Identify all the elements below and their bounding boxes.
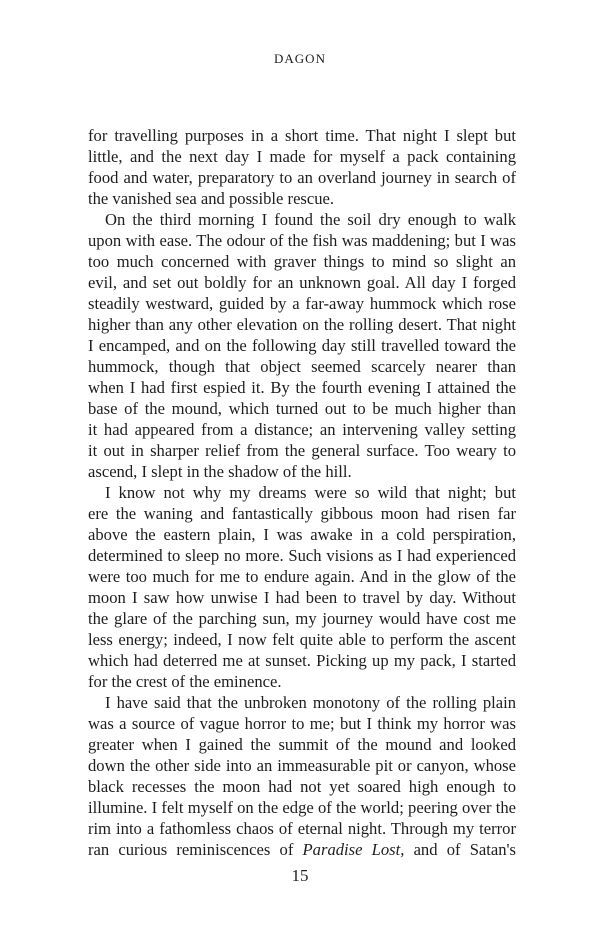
text-segment: ran curious reminiscences of (88, 840, 303, 859)
text-line: black recesses the moon had not yet soared high enough to (88, 777, 516, 796)
text-line: which had deterred me at sunset. Picking up my pack, I started (88, 651, 516, 670)
text-line: it had appeared from a distance; an intervening valley setting (88, 420, 516, 439)
text-line: less energy; indeed, I now felt quite able to perform the ascent (88, 630, 516, 649)
text-line: when I had first espied it. By the fourth evening I attained the (88, 378, 516, 397)
text-line: illumine. I felt myself on the edge of the world; peering over the (88, 798, 516, 817)
text-segment: and of Satan's (404, 840, 517, 859)
text-line: the glare of the parching sun, my journey would have cost me (88, 609, 516, 628)
text-line: greater when I gained the summit of the mound and looked (88, 735, 516, 754)
text-line: moon I saw how unwise I had been to travel by day. Without (88, 588, 516, 607)
text-line: little, and the next day I made for myself a pack containing (88, 147, 516, 166)
paragraph-3 (88, 482, 516, 692)
paragraph-2 (88, 209, 516, 482)
text-line: base of the mound, which turned out to be much higher than (88, 399, 516, 418)
text-line: I encamped, and on the following day still travelled toward the (88, 336, 516, 355)
text-line: upon with ease. The odour of the fish was maddening; but I was (88, 231, 516, 250)
text-line: hummock, though that object seemed scarcely nearer than (88, 357, 516, 376)
text-line: I know not why my dreams were so wild that night; but (105, 483, 516, 502)
text-line: higher than any other elevation on the rolling desert. That night (88, 315, 516, 334)
text-line: I have said that the unbroken monotony of the rolling plain (105, 693, 516, 712)
text-line: ere the waning and fantastically gibbous moon had risen far (88, 504, 516, 523)
text-line: were too much for me to endure again. And in the glow of the (88, 567, 516, 586)
text-line: was a source of vague horror to me; but I think my horror was (88, 714, 516, 733)
text-line: for the crest of the eminence. (88, 672, 282, 691)
paragraph-4 (88, 692, 516, 860)
text-line: rim into a fathomless chaos of eternal night. Through my terror (88, 819, 516, 838)
text-line: evil, and set out boldly for an unknown goal. All day I forged (88, 273, 516, 292)
text-line: ascend, I slept in the shadow of the hill. (88, 462, 352, 481)
text-line: it out in sharper relief from the general surface. Too weary to (88, 441, 516, 460)
text-line: food and water, preparatory to an overland journey in search of (88, 168, 516, 187)
paragraph-1 (88, 125, 516, 209)
page-number: 15 (291, 866, 309, 885)
text-line: down the other side into an immeasurable pit or canyon, whose (88, 756, 516, 775)
body-text (88, 125, 516, 860)
text-line: On the third morning I found the soil dry enough to walk (105, 210, 516, 229)
book-title-italic: Paradise Lost, (302, 840, 405, 859)
text-line: the vanished sea and possible rescue. (88, 189, 335, 208)
text-line-final (88, 839, 516, 860)
running-head: DAGON (274, 51, 326, 66)
text-line: steadily westward, guided by a far-away hummock which rose (88, 294, 516, 313)
text-line: too much concerned with graver things to mind so slight an (88, 252, 516, 271)
text-line: determined to sleep no more. Such visions as I had experienced (88, 546, 516, 565)
text-line: above the eastern plain, I was awake in a cold perspiration, (88, 525, 516, 544)
text-line: for travelling purposes in a short time. That night I slept but (88, 126, 516, 145)
